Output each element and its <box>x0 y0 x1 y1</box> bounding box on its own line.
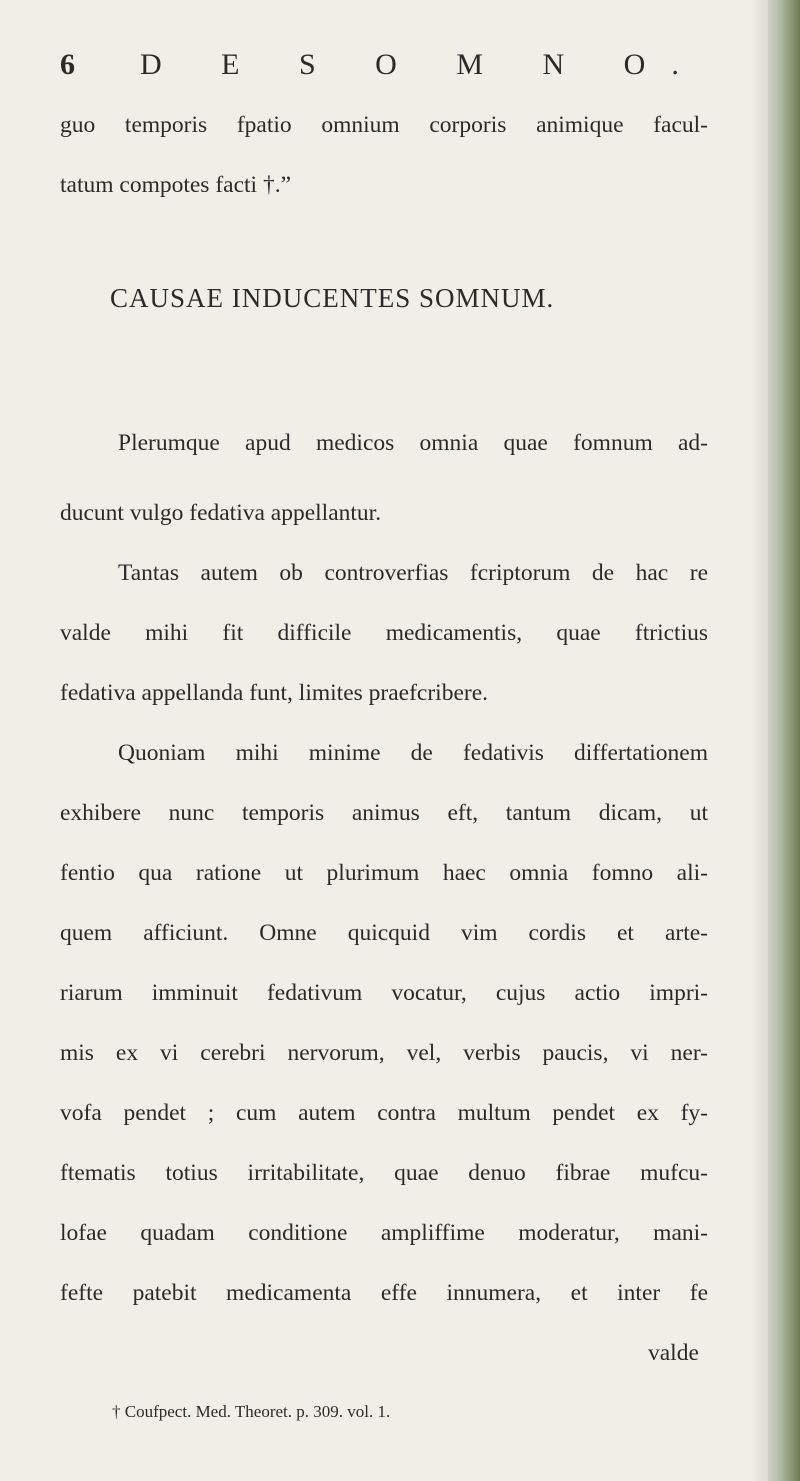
footnote: † Coufpect. Med. Theoret. p. 309. vol. 1. <box>112 1402 391 1421</box>
text-line: riarum imminuit fedativum vocatur, cujus actio impri- <box>60 980 708 1006</box>
text-line: Quoniam mihi minime de fedativis differtationem <box>118 740 708 766</box>
text-line: quem afficiunt. Omne quicquid vim cordis et arte- <box>60 920 708 946</box>
running-title: D E S O M N O. <box>140 48 705 81</box>
page-number: 6 <box>60 48 75 81</box>
text-line: Tantas autem ob controverfias fcriptorum de hac re <box>118 560 708 586</box>
text-line: ducunt vulgo fedativa appellantur. <box>60 500 382 526</box>
text-line: vofa pendet ; cum autem contra multum pendet ex fy- <box>60 1100 708 1126</box>
text-line: fentio qua ratione ut plurimum haec omnia fomno ali- <box>60 860 708 886</box>
text-line: Plerumque apud medicos omnia quae fomnum ad- <box>118 430 708 456</box>
text-line: valde mihi fit difficile medicamentis, quae ftrictius <box>60 620 708 646</box>
section-heading: CAUSAE INDUCENTES SOMNUM. <box>110 283 555 313</box>
text-line: mis ex vi cerebri nervorum, vel, verbis paucis, vi ner- <box>60 1040 708 1066</box>
text-line: tatum compotes facti †.” <box>60 172 292 198</box>
catchword: valde <box>648 1340 699 1366</box>
page-edge <box>768 0 800 1481</box>
text-line: guo temporis fpatio omnium corporis animique facul- <box>60 112 708 138</box>
text-line: lofae quadam conditione ampliffime moderatur, mani- <box>60 1220 708 1246</box>
text-line: fedativa appellanda funt, limites praefcribere. <box>60 680 489 706</box>
text-line: fefte patebit medicamenta effe innumera, et inter fe <box>60 1280 708 1306</box>
running-head <box>60 48 710 94</box>
text-line: exhibere nunc temporis animus eft, tantum dicam, ut <box>60 800 708 826</box>
text-line: ftematis totius irritabilitate, quae denuo fibrae mufcu- <box>60 1160 708 1186</box>
